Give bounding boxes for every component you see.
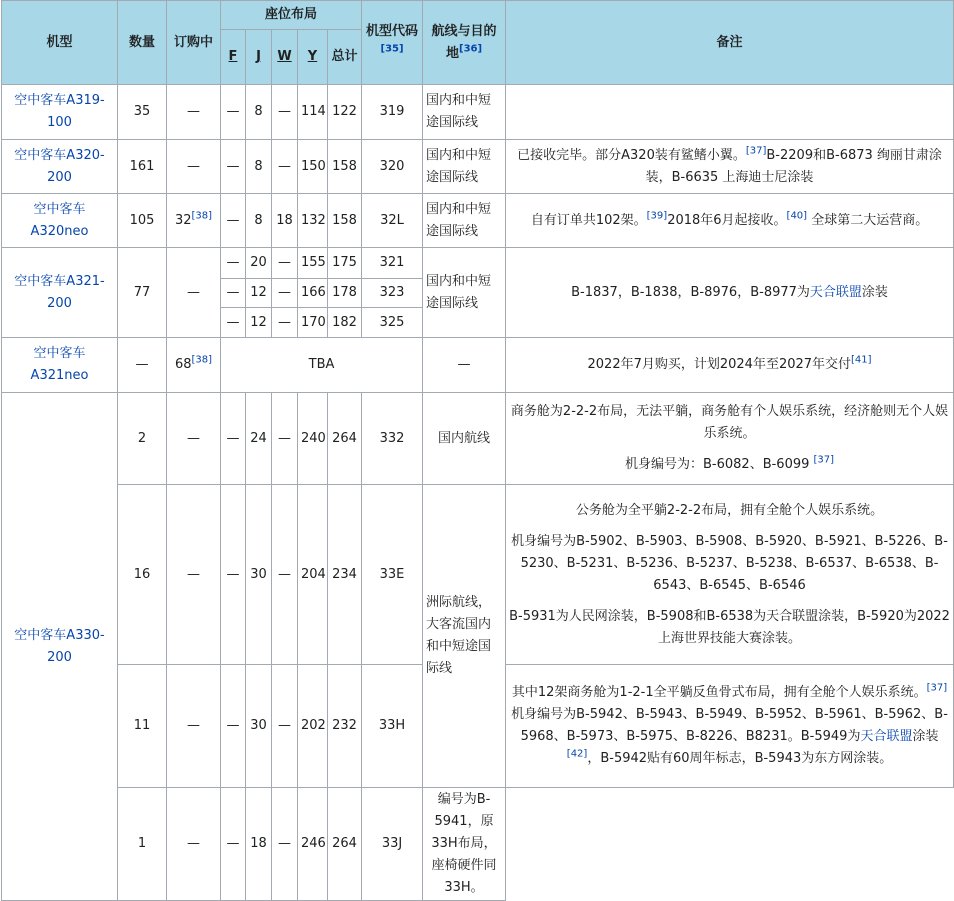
table-row xyxy=(2,85,954,140)
routes-cell: — xyxy=(423,338,506,393)
order-cell: — xyxy=(167,485,221,665)
header-seating: 座位布局 xyxy=(221,1,362,30)
note-paragraph: 公务舱为全平躺2-2-2布局，拥有全舱个人娱乐系统。 xyxy=(575,502,884,518)
note-text: B-1837，B-1838，B-8976，B-8977为 xyxy=(571,284,810,300)
total-cell: 122 xyxy=(328,85,362,140)
note-text: 机身编号为B-5942、B-5943、B-5949、B-5952、B-5961、B-5962、B-5968、B-5973、B-5975、B-8226、B8231。B-5949为 xyxy=(511,707,948,744)
code-cell: 325 xyxy=(362,308,423,338)
order-ref[interactable]: [38] xyxy=(191,210,213,222)
qty-cell: 161 xyxy=(118,140,167,194)
qty-cell: 16 xyxy=(118,485,167,665)
w-cell: 18 xyxy=(272,194,298,248)
table-row xyxy=(2,194,954,248)
model-link[interactable]: 空中客车A321-200 xyxy=(14,273,105,311)
header-y[interactable] xyxy=(298,30,328,85)
table-row xyxy=(2,338,954,393)
model-a320neo[interactable] xyxy=(2,194,118,248)
code-cell: 323 xyxy=(362,279,423,308)
qty-cell: 105 xyxy=(118,194,167,248)
j-cell: 8 xyxy=(246,85,272,140)
total-cell: 158 xyxy=(328,194,362,248)
note-ref[interactable]: [39] xyxy=(646,210,668,222)
table-row xyxy=(2,393,954,485)
note-ref[interactable]: [37] xyxy=(813,454,835,466)
header-on-order: 订购中 xyxy=(167,1,221,85)
header-code-ref[interactable]: [35] xyxy=(380,43,404,55)
y-cell: 202 xyxy=(298,665,328,788)
j-cell: 30 xyxy=(246,665,272,788)
note-ref[interactable]: [37] xyxy=(926,682,948,694)
order-value: 32 xyxy=(174,212,192,228)
w-cell: — xyxy=(272,85,298,140)
header-routes-ref[interactable]: [36] xyxy=(459,43,483,55)
note-text: 涂装 xyxy=(861,284,888,300)
f-cell: — xyxy=(221,665,246,788)
j-cell: 30 xyxy=(246,485,272,665)
note-text: 2022年7月购买，计划2024年至2027年交付 xyxy=(587,357,852,372)
order-cell xyxy=(167,338,221,393)
w-cell: — xyxy=(272,248,298,279)
y-cell: 132 xyxy=(298,194,328,248)
qty-cell: 77 xyxy=(118,248,167,338)
f-cell: — xyxy=(221,194,246,248)
model-link[interactable]: 空中客车A321neo xyxy=(30,346,89,383)
model-link[interactable]: 空中客车A320-200 xyxy=(14,147,105,185)
total-cell: 182 xyxy=(328,308,362,338)
w-cell: — xyxy=(272,665,298,788)
y-cell: 166 xyxy=(298,279,328,308)
y-cell: 240 xyxy=(298,393,328,485)
order-cell: — xyxy=(167,665,221,788)
code-cell: 319 xyxy=(362,85,423,140)
order-cell: — xyxy=(167,788,221,901)
y-cell: 114 xyxy=(298,85,328,140)
f-cell: — xyxy=(221,393,246,485)
code-cell: 332 xyxy=(362,393,423,485)
model-link[interactable]: 空中客车A320neo xyxy=(30,201,89,239)
total-cell: 158 xyxy=(328,140,362,194)
note-text: 涂装 xyxy=(912,729,939,744)
notes-cell xyxy=(506,140,954,194)
y-cell: 150 xyxy=(298,140,328,194)
y-cell: 155 xyxy=(298,248,328,279)
header-w-label: W xyxy=(277,49,292,64)
routes-cell: 国内和中短途国际线 xyxy=(423,248,506,338)
table-row xyxy=(2,485,954,665)
notes-cell xyxy=(506,665,954,788)
notes-cell xyxy=(506,248,954,338)
w-cell: — xyxy=(272,308,298,338)
f-cell: — xyxy=(221,279,246,308)
order-cell xyxy=(167,194,221,248)
fleet-table xyxy=(1,0,954,901)
notes-cell: 编号为B-5941，原33H布局，座椅硬件同33H。 xyxy=(423,788,506,901)
layout-tba: TBA xyxy=(221,338,423,393)
note-ref[interactable]: [37] xyxy=(745,145,767,157)
header-w[interactable] xyxy=(272,30,298,85)
f-cell: — xyxy=(221,140,246,194)
f-cell: — xyxy=(221,85,246,140)
note-text: ，B-5942贴有60周年标志，B-5943为东方网涂装。 xyxy=(587,751,893,766)
note-ref[interactable]: [40] xyxy=(786,210,808,222)
notes-cell xyxy=(506,85,954,140)
skyteam-link[interactable]: 天合联盟 xyxy=(809,284,862,300)
j-cell: 24 xyxy=(246,393,272,485)
table-row xyxy=(2,140,954,194)
note-ref[interactable]: [41] xyxy=(851,354,872,366)
qty-cell: 35 xyxy=(118,85,167,140)
qty-cell: 2 xyxy=(118,393,167,485)
y-cell: 246 xyxy=(298,788,328,901)
total-cell: 234 xyxy=(328,485,362,665)
order-cell: — xyxy=(167,248,221,338)
header-total: 总计 xyxy=(328,30,362,85)
model-link[interactable]: 空中客车A319-100 xyxy=(14,93,105,130)
w-cell: — xyxy=(272,485,298,665)
order-cell: — xyxy=(167,393,221,485)
order-cell: — xyxy=(167,140,221,194)
model-a319[interactable] xyxy=(2,85,118,140)
note-paragraph: 机身编号为B-5902、B-5903、B-5908、B-5920、B-5921、B-5226、B-5230、B-5231、B-5236、B-5237、B-5238、B-6537、B-6538、B-6543、B-6545、B-6546 xyxy=(511,533,948,593)
note-paragraph: 商务舱为2-2-2布局，无法平躺，商务舱有个人娱乐系统，经济舱则无个人娱乐系统。 xyxy=(510,404,949,441)
header-notes: 备注 xyxy=(506,1,954,85)
model-a321[interactable] xyxy=(2,248,118,338)
qty-cell: 11 xyxy=(118,665,167,788)
routes-cell: 国内和中短途国际线 xyxy=(423,140,506,194)
notes-cell xyxy=(506,194,954,248)
header-code xyxy=(362,1,423,85)
header-code-label: 机型代码 xyxy=(366,23,419,39)
code-cell: 33H xyxy=(362,665,423,788)
total-cell: 175 xyxy=(328,248,362,279)
note-text: B-2209和B-6873 绚丽甘肃涂装，B-6635 上海迪士尼涂装 xyxy=(645,147,942,185)
header-quantity: 数量 xyxy=(118,1,167,85)
note-text: 自有订单共102架。 xyxy=(530,212,647,228)
header-y-label: Y xyxy=(307,49,318,64)
code-cell: 321 xyxy=(362,248,423,279)
f-cell: — xyxy=(221,788,246,901)
table-row xyxy=(2,248,954,279)
code-cell: 33E xyxy=(362,485,423,665)
header-f-label: F xyxy=(228,49,238,64)
order-cell: — xyxy=(167,85,221,140)
total-cell: 178 xyxy=(328,279,362,308)
note-text: 已接收完毕。部分A320装有鲨鳍小翼。 xyxy=(517,147,746,163)
total-cell: 264 xyxy=(328,393,362,485)
skyteam-link[interactable]: 天合联盟 xyxy=(860,729,913,744)
w-cell: — xyxy=(272,393,298,485)
j-cell: 8 xyxy=(246,140,272,194)
routes-cell: 国内航线 xyxy=(423,393,506,485)
header-routes xyxy=(423,1,506,85)
header-model: 机型 xyxy=(2,1,118,85)
j-cell: 12 xyxy=(246,308,272,338)
f-cell: — xyxy=(221,485,246,665)
header-j[interactable] xyxy=(246,30,272,85)
order-value: 68 xyxy=(174,357,192,372)
routes-cell: 国内和中短途国际线 xyxy=(423,85,506,140)
y-cell: 170 xyxy=(298,308,328,338)
note-ref[interactable]: [42] xyxy=(566,748,588,760)
total-cell: 232 xyxy=(328,665,362,788)
model-a320[interactable] xyxy=(2,140,118,194)
routes-cell: 国内和中短途国际线 xyxy=(423,194,506,248)
note-text: 2018年6月起接收。 xyxy=(667,212,787,228)
j-cell: 8 xyxy=(246,194,272,248)
notes-cell xyxy=(506,393,954,485)
code-cell: 33J xyxy=(362,788,423,901)
note-text: 机身编号为：B-6082、B-6099 xyxy=(625,457,814,472)
j-cell: 12 xyxy=(246,279,272,308)
w-cell: — xyxy=(272,788,298,901)
y-cell: 204 xyxy=(298,485,328,665)
note-text: 其中12架商务舱为1-2-1全平躺反鱼骨式布局，拥有全舱个人娱乐系统。 xyxy=(511,685,927,700)
note-paragraph xyxy=(509,454,950,476)
f-cell: — xyxy=(221,248,246,279)
routes-cell: 洲际航线，大客流国内和中短途国际线 xyxy=(423,485,506,788)
model-link[interactable]: 空中客车A330-200 xyxy=(14,627,105,665)
notes-cell xyxy=(506,338,954,393)
code-cell: 32L xyxy=(362,194,423,248)
order-ref[interactable]: [38] xyxy=(191,354,213,366)
notes-cell xyxy=(506,485,954,665)
w-cell: — xyxy=(272,279,298,308)
j-cell: 18 xyxy=(246,788,272,901)
header-f[interactable] xyxy=(221,30,246,85)
j-cell: 20 xyxy=(246,248,272,279)
total-cell: 264 xyxy=(328,788,362,901)
note-text: 全球第二大运营商。 xyxy=(807,212,929,228)
qty-cell: 1 xyxy=(118,788,167,901)
w-cell: — xyxy=(272,140,298,194)
header-j-label: J xyxy=(256,49,261,64)
f-cell: — xyxy=(221,308,246,338)
note-paragraph: B-5931为人民网涂装，B-5908和B-6538为天合联盟涂装，B-5920为2022上海世界技能大赛涂装。 xyxy=(509,608,950,646)
model-a330[interactable] xyxy=(2,393,118,901)
model-a321neo[interactable] xyxy=(2,338,118,393)
table-row xyxy=(2,788,954,901)
qty-cell: — xyxy=(118,338,167,393)
header-routes-label: 航线与目的地 xyxy=(431,23,497,61)
code-cell: 320 xyxy=(362,140,423,194)
